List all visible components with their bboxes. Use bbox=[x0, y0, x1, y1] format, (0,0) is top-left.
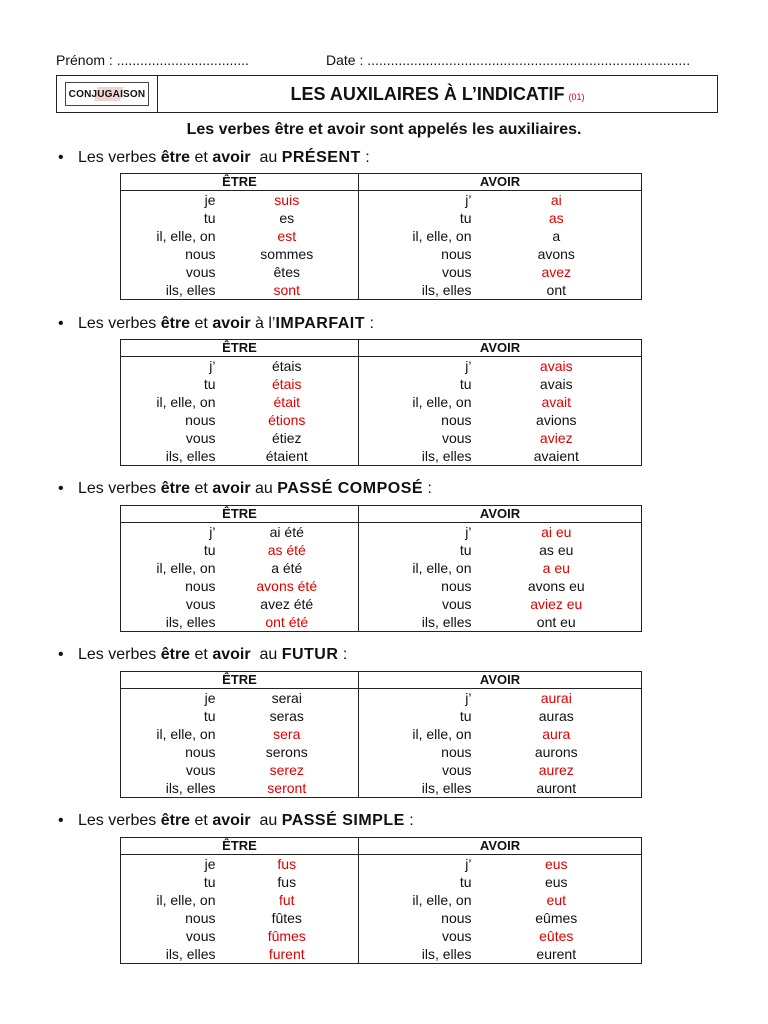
form-etre: sera bbox=[273, 726, 301, 742]
conjugation-table bbox=[120, 837, 642, 964]
intro-sentence: Les verbes être et avoir sont appelés les auxiliaires. bbox=[186, 121, 582, 138]
form-avoir: a bbox=[472, 227, 642, 245]
pronoun-avoir: vous bbox=[359, 761, 472, 779]
pronoun-avoir: tu bbox=[359, 707, 472, 725]
section-heading bbox=[58, 315, 374, 333]
form-etre: sommes bbox=[260, 246, 314, 262]
pronoun-avoir: il, elle, on bbox=[359, 891, 472, 909]
form-avoir: avais bbox=[472, 375, 642, 393]
pronoun-etre: tu bbox=[121, 209, 216, 227]
pronoun-avoir: j’ bbox=[359, 191, 472, 210]
form-avoir: avaient bbox=[472, 447, 642, 466]
form-etre: était bbox=[273, 394, 300, 410]
table-row bbox=[121, 855, 642, 874]
conjugaison-logo bbox=[57, 76, 158, 112]
heading-text: et bbox=[190, 812, 213, 829]
heading-text: : bbox=[360, 149, 370, 166]
table-row bbox=[121, 523, 642, 542]
heading-text: : bbox=[338, 646, 348, 663]
form-etre: fûmes bbox=[267, 928, 306, 944]
name-date-line bbox=[56, 52, 716, 72]
page-number: (01) bbox=[568, 92, 585, 102]
pronoun-etre: tu bbox=[121, 707, 216, 725]
column-header-etre: ÊTRE bbox=[121, 506, 359, 523]
pronoun-etre: tu bbox=[121, 375, 216, 393]
table-row bbox=[121, 393, 642, 411]
form-avoir: avez bbox=[472, 263, 642, 281]
form-etre: suis bbox=[274, 192, 300, 208]
form-avoir: eus bbox=[472, 855, 642, 874]
pronoun-etre: vous bbox=[121, 263, 216, 281]
heading-text: : bbox=[404, 812, 414, 829]
form-etre: avons été bbox=[256, 578, 318, 594]
form-avoir: ai bbox=[472, 191, 642, 210]
form-avoir: as bbox=[472, 209, 642, 227]
table-row bbox=[121, 281, 642, 300]
pronoun-etre: nous bbox=[121, 577, 216, 595]
heading-verb-avoir: avoir bbox=[212, 149, 251, 166]
form-etre: serai bbox=[271, 690, 302, 706]
form-etre: fûtes bbox=[271, 910, 302, 926]
bullet-icon: • bbox=[58, 480, 64, 497]
form-avoir: aurai bbox=[472, 689, 642, 708]
form-avoir: eurent bbox=[472, 945, 642, 964]
title-box bbox=[56, 75, 718, 113]
form-avoir: avions bbox=[472, 411, 642, 429]
pronoun-avoir: vous bbox=[359, 927, 472, 945]
pronoun-etre: je bbox=[121, 855, 216, 874]
pronoun-avoir: vous bbox=[359, 595, 472, 613]
form-avoir: aviez bbox=[472, 429, 642, 447]
prenom-field[interactable]: Prénom : .................................. bbox=[56, 52, 249, 68]
heading-text: : bbox=[423, 480, 432, 497]
heading-text: : bbox=[365, 315, 374, 332]
heading-verb-etre: être bbox=[160, 480, 191, 497]
section-heading bbox=[58, 149, 370, 167]
table-row bbox=[121, 945, 642, 964]
pronoun-etre: vous bbox=[121, 429, 216, 447]
pronoun-etre: je bbox=[121, 191, 216, 210]
heading-text: Les verbes bbox=[78, 646, 161, 663]
form-avoir: aurez bbox=[472, 761, 642, 779]
heading-tense: PASSÉ SIMPLE bbox=[281, 812, 405, 829]
form-etre: ont été bbox=[216, 613, 359, 632]
form-etre: fut bbox=[278, 892, 295, 908]
form-avoir: a eu bbox=[472, 559, 642, 577]
pronoun-etre: nous bbox=[121, 411, 216, 429]
pronoun-etre: il, elle, on bbox=[121, 891, 216, 909]
pronoun-avoir: nous bbox=[359, 411, 472, 429]
form-avoir: eut bbox=[472, 891, 642, 909]
form-etre: étais bbox=[271, 358, 302, 374]
date-field[interactable]: Date : ................................................................................... bbox=[326, 52, 691, 68]
table-row bbox=[121, 577, 642, 595]
pronoun-avoir: tu bbox=[359, 873, 472, 891]
pronoun-avoir: il, elle, on bbox=[359, 725, 472, 743]
pronoun-avoir: ils, elles bbox=[359, 945, 472, 964]
conjugation-table bbox=[120, 505, 642, 632]
form-etre: seras bbox=[269, 708, 304, 724]
heading-verb-etre: être bbox=[160, 315, 191, 332]
form-etre: es bbox=[279, 210, 295, 226]
heading-text: et bbox=[190, 315, 213, 332]
form-avoir: eûtes bbox=[472, 927, 642, 945]
pronoun-etre: vous bbox=[121, 595, 216, 613]
form-avoir: ai eu bbox=[472, 523, 642, 542]
table-row bbox=[121, 613, 642, 632]
column-header-etre: ÊTRE bbox=[121, 174, 359, 191]
conjugaison-badge bbox=[65, 82, 149, 106]
pronoun-avoir: ils, elles bbox=[359, 447, 472, 466]
pronoun-etre: ils, elles bbox=[121, 945, 216, 964]
conjugation-table bbox=[120, 173, 642, 300]
conjugation-table bbox=[120, 339, 642, 466]
table-row bbox=[121, 227, 642, 245]
section-heading bbox=[58, 646, 347, 664]
table-row bbox=[121, 689, 642, 708]
pronoun-etre: nous bbox=[121, 245, 216, 263]
form-etre: étions bbox=[268, 412, 306, 428]
pronoun-etre: tu bbox=[121, 541, 216, 559]
form-etre: as été bbox=[267, 542, 306, 558]
table-row bbox=[121, 541, 642, 559]
heading-tense: PRÉSENT bbox=[281, 149, 361, 166]
pronoun-etre: tu bbox=[121, 873, 216, 891]
pronoun-etre: j’ bbox=[121, 523, 216, 542]
form-avoir: auras bbox=[472, 707, 642, 725]
heading-tense: IMPARFAIT bbox=[275, 315, 365, 332]
pronoun-etre: je bbox=[121, 689, 216, 708]
form-avoir: aviez eu bbox=[472, 595, 642, 613]
table-row bbox=[121, 725, 642, 743]
form-etre: fus bbox=[277, 874, 297, 890]
table-row bbox=[121, 559, 642, 577]
form-etre: furent bbox=[216, 945, 359, 964]
form-avoir: aura bbox=[472, 725, 642, 743]
bullet-icon: • bbox=[58, 646, 64, 663]
heading-verb-avoir: avoir bbox=[212, 646, 251, 663]
pronoun-avoir: tu bbox=[359, 209, 472, 227]
pronoun-etre: nous bbox=[121, 909, 216, 927]
heading-text: Les verbes bbox=[78, 812, 161, 829]
pronoun-avoir: ils, elles bbox=[359, 281, 472, 300]
pronoun-avoir: il, elle, on bbox=[359, 227, 472, 245]
form-avoir: ont eu bbox=[472, 613, 642, 632]
form-avoir: avait bbox=[472, 393, 642, 411]
pronoun-avoir: nous bbox=[359, 577, 472, 595]
pronoun-avoir: tu bbox=[359, 375, 472, 393]
column-header-avoir: AVOIR bbox=[359, 174, 642, 191]
logo-text: CONJUGAISON bbox=[68, 88, 146, 100]
heading-text: Les verbes bbox=[78, 480, 161, 497]
pronoun-avoir: j’ bbox=[359, 855, 472, 874]
heading-verb-etre: être bbox=[160, 812, 191, 829]
bullet-icon: • bbox=[58, 149, 64, 166]
page-title-text: LES AUXILAIRES À L’INDICATIF bbox=[290, 83, 565, 104]
table-row bbox=[121, 595, 642, 613]
pronoun-etre: vous bbox=[121, 761, 216, 779]
pronoun-avoir: il, elle, on bbox=[359, 393, 472, 411]
pronoun-avoir: j’ bbox=[359, 357, 472, 376]
section-heading bbox=[58, 812, 414, 830]
bullet-icon: • bbox=[58, 812, 64, 829]
table-row bbox=[121, 891, 642, 909]
heading-verb-etre: être bbox=[160, 149, 191, 166]
form-avoir: aurons bbox=[472, 743, 642, 761]
bullet-icon: • bbox=[58, 315, 64, 332]
pronoun-avoir: nous bbox=[359, 909, 472, 927]
heading-verb-avoir: avoir bbox=[212, 480, 251, 497]
table-row bbox=[121, 245, 642, 263]
pronoun-etre: nous bbox=[121, 743, 216, 761]
form-etre: étaient bbox=[216, 447, 359, 466]
pronoun-avoir: j’ bbox=[359, 689, 472, 708]
form-etre: étiez bbox=[271, 430, 302, 446]
pronoun-avoir: tu bbox=[359, 541, 472, 559]
table-row bbox=[121, 411, 642, 429]
page-title bbox=[158, 76, 717, 112]
heading-text: au bbox=[250, 149, 282, 166]
pronoun-avoir: vous bbox=[359, 429, 472, 447]
heading-text: Les verbes bbox=[78, 315, 161, 332]
form-etre: étais bbox=[271, 376, 302, 392]
column-header-avoir: AVOIR bbox=[359, 672, 642, 689]
form-avoir: as eu bbox=[472, 541, 642, 559]
form-avoir: avais bbox=[472, 357, 642, 376]
heading-text: au bbox=[250, 480, 278, 497]
pronoun-avoir: nous bbox=[359, 245, 472, 263]
table-row bbox=[121, 357, 642, 376]
form-avoir: avons eu bbox=[472, 577, 642, 595]
column-header-avoir: AVOIR bbox=[359, 506, 642, 523]
column-header-etre: ÊTRE bbox=[121, 838, 359, 855]
table-row bbox=[121, 263, 642, 281]
form-etre: a été bbox=[271, 560, 303, 576]
form-avoir: avons bbox=[472, 245, 642, 263]
pronoun-avoir: ils, elles bbox=[359, 613, 472, 632]
table-row bbox=[121, 429, 642, 447]
heading-text: et bbox=[190, 149, 213, 166]
pronoun-etre: ils, elles bbox=[121, 779, 216, 798]
pronoun-avoir: nous bbox=[359, 743, 472, 761]
table-row bbox=[121, 761, 642, 779]
heading-verb-avoir: avoir bbox=[212, 315, 251, 332]
heading-text: au bbox=[250, 812, 282, 829]
table-row bbox=[121, 743, 642, 761]
table-row bbox=[121, 707, 642, 725]
heading-text: au bbox=[250, 646, 282, 663]
table-row bbox=[121, 375, 642, 393]
pronoun-etre: il, elle, on bbox=[121, 227, 216, 245]
heading-text: et bbox=[190, 480, 213, 497]
table-row bbox=[121, 779, 642, 798]
column-header-etre: ÊTRE bbox=[121, 672, 359, 689]
heading-verb-avoir: avoir bbox=[212, 812, 251, 829]
form-etre: avez été bbox=[260, 596, 314, 612]
heading-verb-etre: être bbox=[160, 646, 191, 663]
form-etre: seront bbox=[216, 779, 359, 798]
table-row bbox=[121, 927, 642, 945]
pronoun-avoir: il, elle, on bbox=[359, 559, 472, 577]
form-etre: fus bbox=[277, 856, 297, 872]
pronoun-etre: ils, elles bbox=[121, 447, 216, 466]
pronoun-avoir: vous bbox=[359, 263, 472, 281]
pronoun-etre: il, elle, on bbox=[121, 559, 216, 577]
table-row bbox=[121, 909, 642, 927]
pronoun-etre: ils, elles bbox=[121, 281, 216, 300]
table-row bbox=[121, 873, 642, 891]
pronoun-etre: j’ bbox=[121, 357, 216, 376]
form-etre: ai été bbox=[269, 524, 304, 540]
form-etre: sont bbox=[216, 281, 359, 300]
form-avoir: ont bbox=[472, 281, 642, 300]
heading-tense: PASSÉ COMPOSÉ bbox=[277, 480, 424, 497]
table-row bbox=[121, 447, 642, 466]
pronoun-etre: il, elle, on bbox=[121, 393, 216, 411]
pronoun-etre: ils, elles bbox=[121, 613, 216, 632]
column-header-etre: ÊTRE bbox=[121, 340, 359, 357]
heading-text: Les verbes bbox=[78, 149, 161, 166]
form-avoir: eûmes bbox=[472, 909, 642, 927]
pronoun-avoir: j’ bbox=[359, 523, 472, 542]
form-avoir: eus bbox=[472, 873, 642, 891]
form-etre: serez bbox=[269, 762, 304, 778]
section-heading bbox=[58, 480, 432, 498]
heading-text: et bbox=[190, 646, 213, 663]
pronoun-etre: il, elle, on bbox=[121, 725, 216, 743]
table-row bbox=[121, 191, 642, 210]
column-header-avoir: AVOIR bbox=[359, 340, 642, 357]
heading-text: à l’ bbox=[250, 315, 276, 332]
table-row bbox=[121, 209, 642, 227]
heading-tense: FUTUR bbox=[281, 646, 339, 663]
form-etre: serons bbox=[265, 744, 308, 760]
form-etre: est bbox=[277, 228, 297, 244]
form-etre: êtes bbox=[273, 264, 300, 280]
pronoun-etre: vous bbox=[121, 927, 216, 945]
conjugation-table bbox=[120, 671, 642, 798]
pronoun-avoir: ils, elles bbox=[359, 779, 472, 798]
column-header-avoir: AVOIR bbox=[359, 838, 642, 855]
form-avoir: auront bbox=[472, 779, 642, 798]
